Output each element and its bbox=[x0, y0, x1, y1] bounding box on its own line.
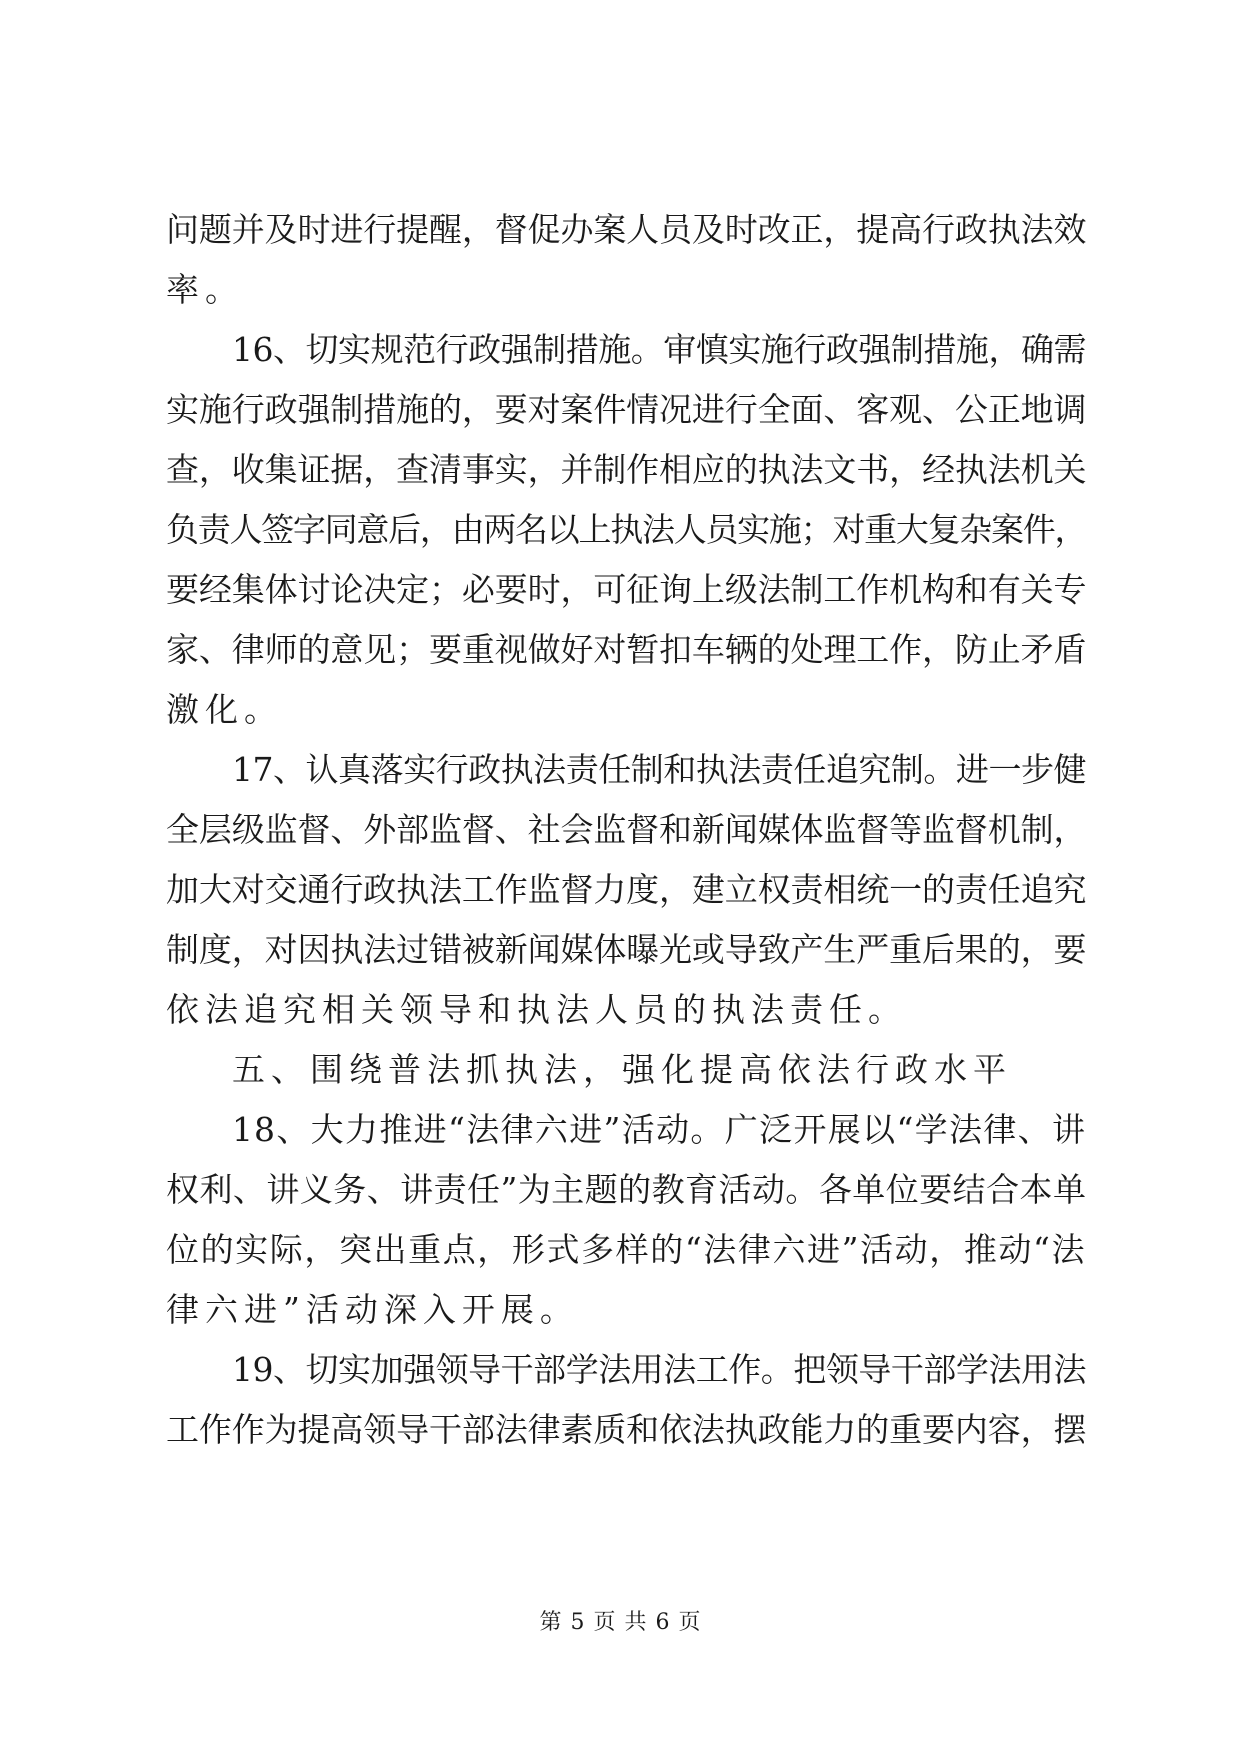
body-line: 依法追究相关领导和执法人员的执法责任。 bbox=[166, 990, 907, 1029]
paragraph-heading-17: 17、认真落实行政执法责任制和执法责任追究制。进一步健 bbox=[232, 750, 1086, 789]
body-line: 率。 bbox=[166, 270, 244, 309]
body-line: 问题并及时进行提醒，督促办案人员及时改正，提高行政执法效 bbox=[166, 210, 1086, 249]
page-footer: 第 5 页 共 6 页 bbox=[539, 1610, 702, 1635]
body-line: 加大对交通行政执法工作监督力度，建立权责相统一的责任追究 bbox=[166, 870, 1086, 909]
paragraph-heading-16: 16、切实规范行政强制措施。审慎实施行政强制措施，确需 bbox=[232, 330, 1086, 369]
body-line: 实施行政强制措施的，要对案件情况进行全面、客观、公正地调 bbox=[166, 390, 1086, 429]
body-line: 权利、讲义务、讲责任”为主题的教育活动。各单位要结合本单 bbox=[166, 1170, 1086, 1209]
body-line: 负责人签字同意后，由两名以上执法人员实施；对重大复杂案件， bbox=[166, 510, 1086, 549]
body-line: 全层级监督、外部监督、社会监督和新闻媒体监督等监督机制， bbox=[166, 810, 1086, 849]
paragraph-heading-19: 19、切实加强领导干部学法用法工作。把领导干部学法用法 bbox=[232, 1350, 1086, 1389]
section-heading: 五、围绕普法抓执法，强化提高依法行政水平 bbox=[232, 1050, 1012, 1089]
body-line: 位的实际，突出重点，形式多样的“法律六进”活动，推动“法 bbox=[166, 1230, 1086, 1269]
body-line: 查，收集证据，查清事实，并制作相应的执法文书，经执法机关 bbox=[166, 450, 1086, 489]
paragraph-heading-18: 18、大力推进“法律六进”活动。广泛开展以“学法律、讲 bbox=[232, 1110, 1086, 1149]
body-line: 家、律师的意见；要重视做好对暂扣车辆的处理工作，防止矛盾 bbox=[166, 630, 1086, 669]
body-line: 要经集体讨论决定；必要时，可征询上级法制工作机构和有关专 bbox=[166, 570, 1086, 609]
body-line: 律六进”活动深入开展。 bbox=[166, 1290, 579, 1329]
body-line: 制度，对因执法过错被新闻媒体曝光或导致产生严重后果的，要 bbox=[166, 930, 1086, 969]
body-line: 激化。 bbox=[166, 690, 283, 729]
body-line: 工作作为提高领导干部法律素质和依法执政能力的重要内容，摆 bbox=[166, 1410, 1086, 1449]
